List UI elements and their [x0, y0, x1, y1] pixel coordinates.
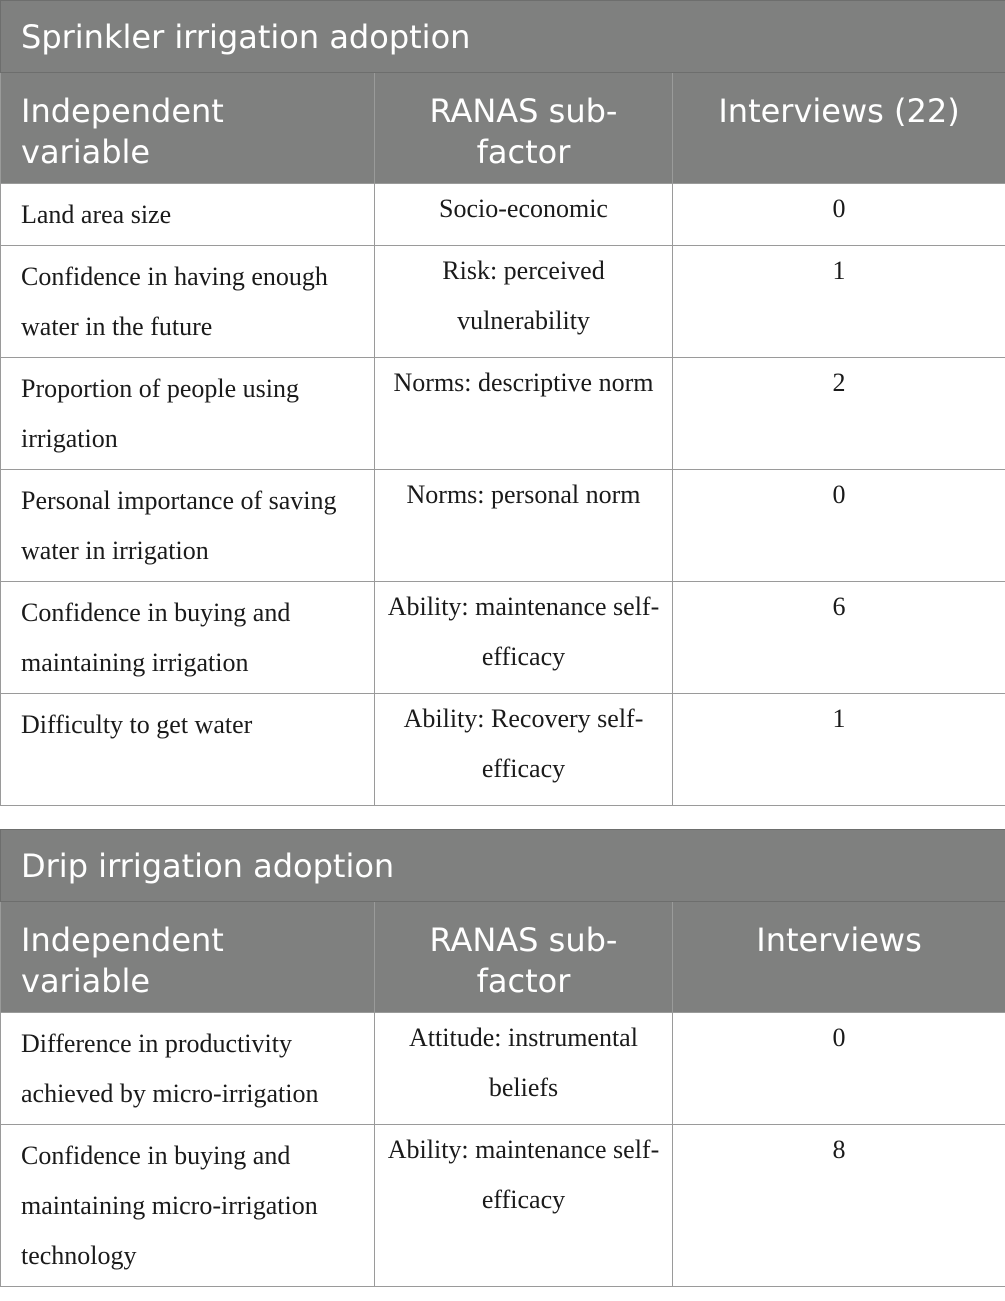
interviews-cell: 6 — [673, 582, 1005, 694]
drip-table — [0, 829, 1005, 1287]
interviews-cell: 0 — [673, 184, 1005, 246]
table-row — [1, 582, 1005, 694]
subfactor-cell: Ability: Recovery self-efficacy — [375, 694, 673, 806]
table-row — [1, 1013, 1005, 1125]
variable-cell: Confidence in buying and maintaining irrigation — [1, 582, 375, 694]
header-interviews: Interviews (22) — [673, 73, 1005, 184]
subfactor-cell: Norms: personal norm — [375, 470, 673, 582]
table-row — [1, 184, 1005, 246]
subfactor-cell: Ability: maintenance self-efficacy — [375, 1125, 673, 1287]
subfactor-cell: Ability: maintenance self-efficacy — [375, 582, 673, 694]
subfactor-cell: Norms: descriptive norm — [375, 358, 673, 470]
variable-cell: Confidence in having enough water in the future — [1, 246, 375, 358]
variable-cell: Confidence in buying and maintaining micro-irrigation technology — [1, 1125, 375, 1287]
table-row — [1, 470, 1005, 582]
interviews-cell: 1 — [673, 694, 1005, 806]
table-row — [1, 1125, 1005, 1287]
table-row — [1, 246, 1005, 358]
table-title: Sprinkler irrigation adoption — [1, 1, 1005, 73]
subfactor-cell: Attitude: instrumental beliefs — [375, 1013, 673, 1125]
variable-cell: Proportion of people using irrigation — [1, 358, 375, 470]
header-ranas-subfactor: RANAS sub-factor — [375, 902, 673, 1013]
variable-cell: Difficulty to get water — [1, 694, 375, 806]
table-row — [1, 694, 1005, 806]
interviews-cell: 2 — [673, 358, 1005, 470]
interviews-cell: 8 — [673, 1125, 1005, 1287]
variable-cell: Difference in productivity achieved by micro-irrigation — [1, 1013, 375, 1125]
table-title: Drip irrigation adoption — [1, 830, 1005, 902]
variable-cell: Personal importance of saving water in irrigation — [1, 470, 375, 582]
header-ranas-subfactor: RANAS sub-factor — [375, 73, 673, 184]
interviews-cell: 0 — [673, 1013, 1005, 1125]
header-independent-variable: Independent variable — [1, 902, 375, 1013]
variable-cell: Land area size — [1, 184, 375, 246]
subfactor-cell: Risk: perceived vulnerability — [375, 246, 673, 358]
interviews-cell: 0 — [673, 470, 1005, 582]
subfactor-cell: Socio-economic — [375, 184, 673, 246]
interviews-cell: 1 — [673, 246, 1005, 358]
header-interviews: Interviews — [673, 902, 1005, 1013]
header-independent-variable: Independent variable — [1, 73, 375, 184]
table-row — [1, 358, 1005, 470]
